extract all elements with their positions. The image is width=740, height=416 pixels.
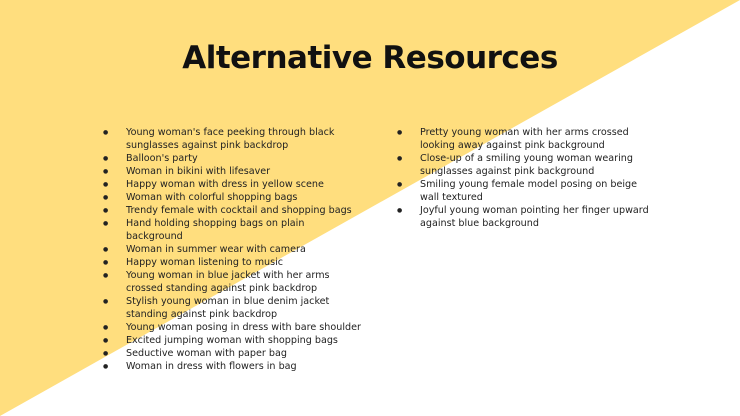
- resource-list-right: [397, 126, 657, 230]
- list-item: ● Young woman in blue jacket with her arms crossed standing against pink backdrop: [103, 269, 363, 295]
- list-item: ● Happy woman listening to music: [103, 256, 363, 269]
- list-item: ● Excited jumping woman with shopping bags: [103, 334, 363, 347]
- list-item: ● Hand holding shopping bags on plain background: [103, 217, 363, 243]
- list-item: ● Woman with colorful shopping bags: [103, 191, 363, 204]
- list-item: ● Trendy female with cocktail and shopping bags: [103, 204, 363, 217]
- list-item: ● Young woman's face peeking through black sunglasses against pink backdrop: [103, 126, 363, 152]
- list-item: ● Balloon's party: [103, 152, 363, 165]
- resource-list-left: [103, 126, 363, 373]
- slide-title: Alternative Resources: [182, 40, 558, 76]
- list-item: ● Woman in dress with flowers in bag: [103, 360, 363, 373]
- list-item: ● Pretty young woman with her arms crossed looking away against pink background: [397, 126, 657, 152]
- list-item: ● Close-up of a smiling young woman wearing sunglasses against pink background: [397, 152, 657, 178]
- list-item: ● Seductive woman with paper bag: [103, 347, 363, 360]
- list-item: ● Woman in bikini with lifesaver: [103, 165, 363, 178]
- list-item: ● Young woman posing in dress with bare shoulder: [103, 321, 363, 334]
- list-item: ● Happy woman with dress in yellow scene: [103, 178, 363, 191]
- list-item: ● Joyful young woman pointing her finger upward against blue background: [397, 204, 657, 230]
- list-item: ● Smiling young female model posing on beige wall textured: [397, 178, 657, 204]
- list-item: ● Woman in summer wear with camera: [103, 243, 363, 256]
- list-item: ● Stylish young woman in blue denim jacket standing against pink backdrop: [103, 295, 363, 321]
